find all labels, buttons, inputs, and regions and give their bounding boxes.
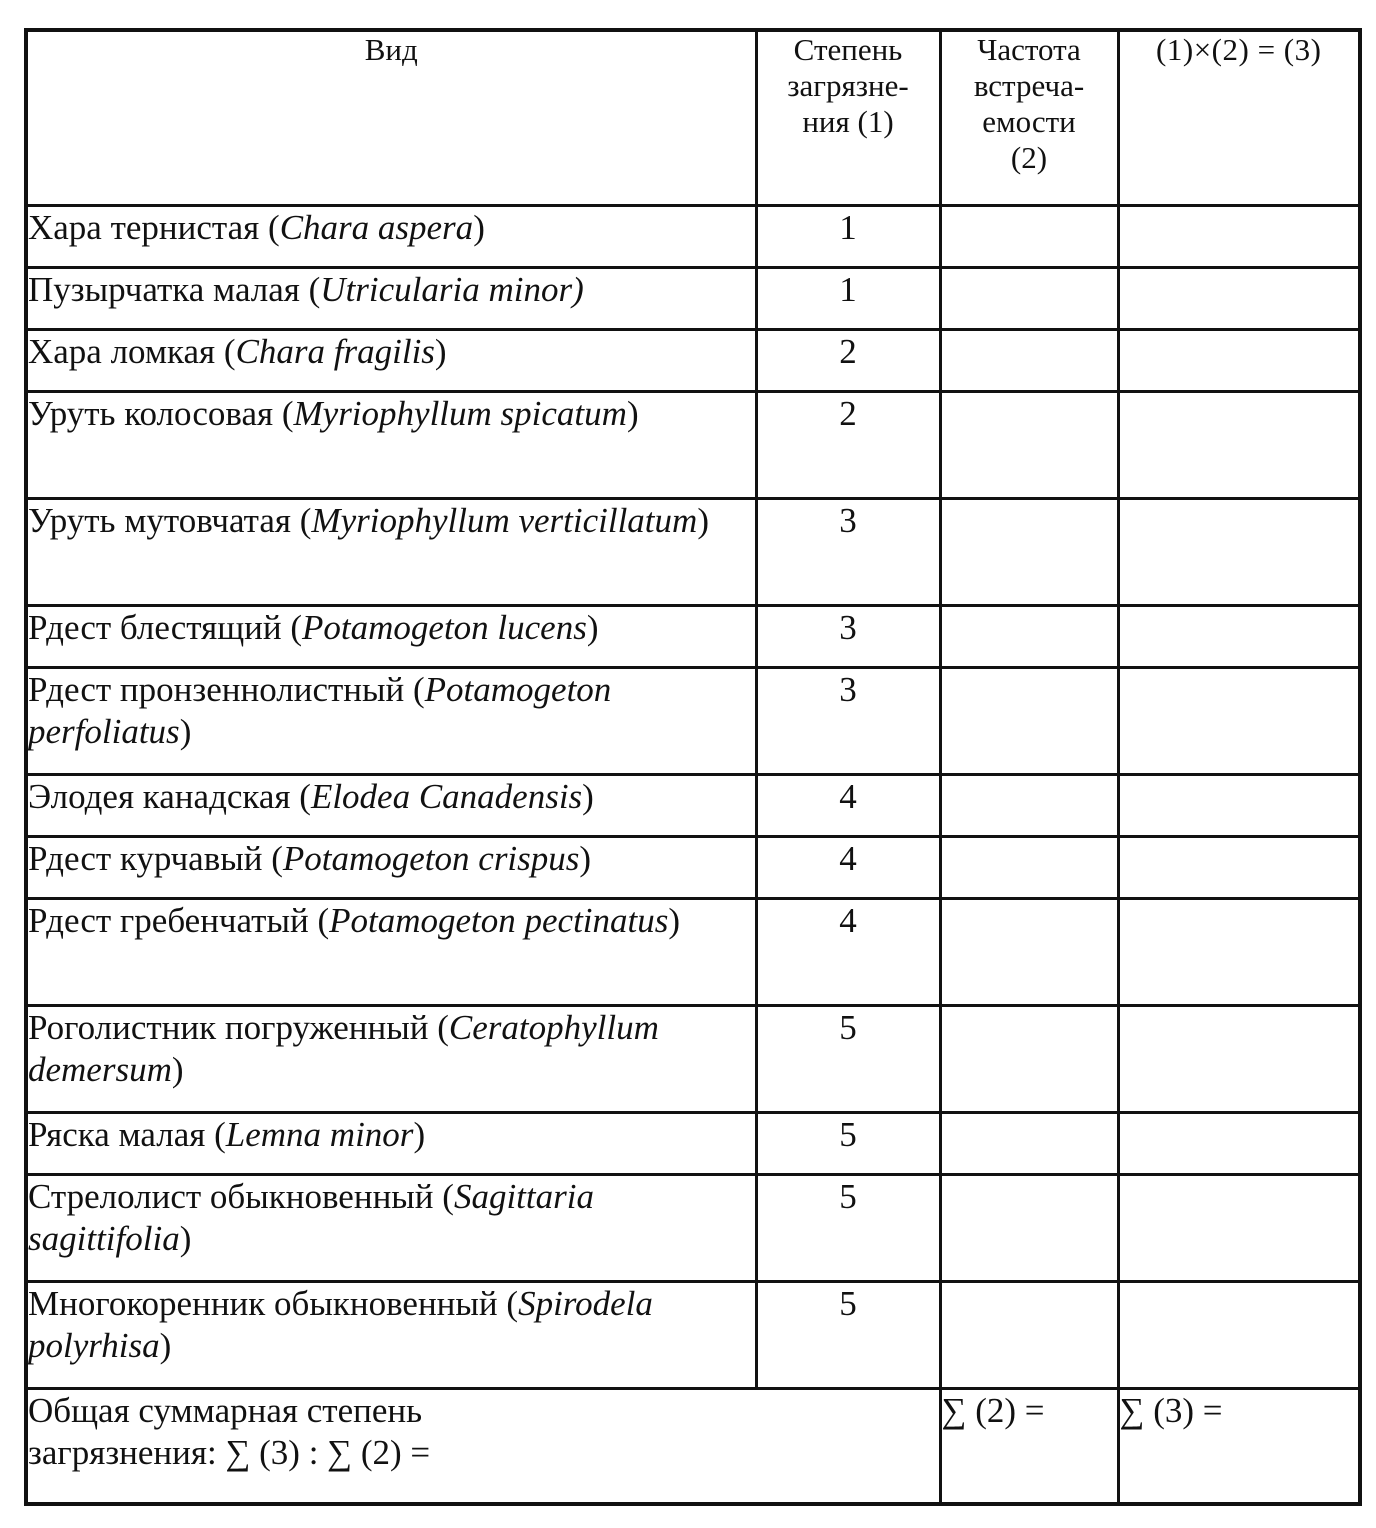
degree-cell: 5 — [756, 1113, 940, 1175]
species-cell — [26, 668, 756, 775]
degree-cell: 4 — [756, 837, 940, 899]
species-name-ru: Уруть мутовчатая ( — [28, 501, 312, 541]
table-row — [26, 668, 1360, 775]
header-row — [26, 30, 1360, 206]
pollution-table — [24, 28, 1362, 1506]
header-degree — [756, 30, 940, 206]
table-row — [26, 1175, 1360, 1282]
product-cell — [1118, 1282, 1360, 1389]
species-cell — [26, 1282, 756, 1389]
species-name-latin: Potamogeton lucens — [302, 608, 587, 648]
frequency-cell — [940, 1175, 1118, 1282]
frequency-cell — [940, 775, 1118, 837]
species-name-close: ) — [473, 208, 485, 247]
species-name-close: ) — [413, 1115, 426, 1155]
species-name-close: ) — [586, 608, 599, 648]
frequency-cell — [940, 268, 1118, 330]
species-name-latin: Chara fragilis — [235, 332, 435, 372]
species-name-ru: Пузырчатка малая ( — [28, 270, 321, 310]
species-name-ru: Стрелолист обыкновенный ( — [28, 1177, 454, 1217]
species-name-close: ) — [668, 901, 681, 941]
table-row — [26, 1282, 1360, 1389]
total-row — [26, 1388, 1360, 1504]
degree-cell: 4 — [756, 775, 940, 837]
species-cell — [26, 775, 756, 837]
species-name-close: ) — [697, 501, 709, 541]
header-frequency-line: встреча- — [973, 68, 1085, 103]
frequency-cell — [940, 330, 1118, 392]
header-frequency — [940, 30, 1118, 206]
species-name-ru: Рдест блестящий ( — [28, 608, 303, 648]
frequency-cell — [940, 1113, 1118, 1175]
species-name-ru: Элодея канадская ( — [28, 777, 311, 817]
degree-cell: 3 — [756, 606, 940, 668]
species-name-latin: Elodea Canadensis — [310, 777, 583, 817]
degree-cell: 3 — [756, 668, 940, 775]
species-cell — [26, 206, 756, 268]
species-name-close: ) — [171, 1050, 184, 1090]
species-name-ru: Рдест курчавый ( — [28, 839, 283, 879]
table-row — [26, 899, 1360, 1006]
species-cell — [26, 1006, 756, 1113]
degree-cell: 4 — [756, 899, 940, 1006]
table-row — [26, 1006, 1360, 1113]
species-cell — [26, 499, 756, 606]
sum-frequency-cell: ∑ (2) = — [940, 1388, 1118, 1504]
product-cell — [1118, 775, 1360, 837]
species-cell — [26, 606, 756, 668]
species-cell — [26, 392, 756, 499]
species-name-close: ) — [179, 712, 192, 752]
total-label-line1: Общая суммарная степень — [28, 1390, 423, 1430]
degree-cell: 2 — [756, 392, 940, 499]
table-row — [26, 606, 1360, 668]
header-frequency-line: Частота — [977, 32, 1081, 67]
species-cell — [26, 837, 756, 899]
product-cell — [1118, 392, 1360, 499]
frequency-cell — [940, 837, 1118, 899]
frequency-cell — [940, 668, 1118, 775]
frequency-cell — [940, 1282, 1118, 1389]
product-cell — [1118, 899, 1360, 1006]
product-cell — [1118, 499, 1360, 606]
table-row — [26, 268, 1360, 330]
species-name-close: ) — [434, 332, 447, 372]
species-name-latin: Chara aspera — [279, 208, 474, 247]
species-name-ru: Рдест гребенчатый ( — [28, 901, 330, 941]
species-name-close: ) — [179, 1219, 192, 1259]
species-name-latin: Utricularia minor) — [320, 270, 584, 310]
table-row — [26, 1113, 1360, 1175]
species-name-latin: Myriophyllum spicatum — [293, 394, 627, 434]
product-cell — [1118, 206, 1360, 268]
species-name-latin: Potamogeton crispus — [282, 839, 580, 879]
frequency-cell — [940, 206, 1118, 268]
product-cell — [1118, 1113, 1360, 1175]
species-name-close: ) — [626, 394, 639, 434]
table-row — [26, 837, 1360, 899]
species-name-latin: Lemna minor — [225, 1115, 414, 1155]
header-species: Вид — [26, 30, 756, 206]
species-name-ru: Ряска малая ( — [28, 1115, 226, 1155]
product-cell — [1118, 1175, 1360, 1282]
table-body — [26, 206, 1360, 1505]
frequency-cell — [940, 899, 1118, 1006]
total-label — [26, 1388, 940, 1504]
species-name-latin: Potamogeton perfoliatus — [28, 670, 612, 752]
species-name-ru: Хара тернистая ( — [28, 208, 280, 247]
degree-cell: 5 — [756, 1175, 940, 1282]
degree-cell: 1 — [756, 268, 940, 330]
species-cell — [26, 1113, 756, 1175]
degree-cell: 1 — [756, 206, 940, 268]
header-frequency-line: (2) — [1010, 140, 1048, 175]
product-cell — [1118, 1006, 1360, 1113]
frequency-cell — [940, 499, 1118, 606]
header-product: (1)×(2) = (3) — [1118, 30, 1360, 206]
species-name-latin: Spirodela polyrhisa — [28, 1284, 653, 1365]
pollution-table-sheet — [24, 28, 1358, 1506]
table-row — [26, 499, 1360, 606]
header-degree-line: ния (1) — [802, 104, 894, 139]
total-label-line2: загрязнения: ∑ (3) : ∑ (2) = — [28, 1432, 431, 1472]
species-cell — [26, 268, 756, 330]
header-frequency-line: емости — [982, 104, 1076, 139]
species-name-latin: Ceratophyllum demersum — [28, 1008, 659, 1090]
species-name-ru: Рдест пронзеннолистный ( — [28, 670, 425, 710]
frequency-cell — [940, 1006, 1118, 1113]
header-degree-line: Степень — [793, 32, 903, 67]
table-row — [26, 330, 1360, 392]
species-name-latin: Myriophyllum verticillatum — [311, 501, 698, 541]
degree-cell: 3 — [756, 499, 940, 606]
species-name-close: ) — [582, 777, 594, 817]
table-row — [26, 392, 1360, 499]
species-name-ru: Хара ломкая ( — [28, 332, 236, 372]
species-name-ru: Многокоренник обыкновенный ( — [28, 1284, 519, 1323]
product-cell — [1118, 837, 1360, 899]
species-cell — [26, 1175, 756, 1282]
frequency-cell — [940, 606, 1118, 668]
header-degree-line: загрязне- — [787, 68, 909, 103]
sum-product-cell: ∑ (3) = — [1118, 1388, 1360, 1504]
frequency-cell — [940, 392, 1118, 499]
table-row — [26, 206, 1360, 268]
product-cell — [1118, 606, 1360, 668]
species-cell — [26, 330, 756, 392]
species-cell — [26, 899, 756, 1006]
degree-cell: 5 — [756, 1006, 940, 1113]
species-name-latin: Sagittaria sagittifolia — [28, 1177, 594, 1259]
table-row — [26, 775, 1360, 837]
species-name-ru: Уруть колосовая ( — [28, 394, 294, 434]
species-name-latin: Potamogeton pectinatus — [329, 901, 669, 941]
species-name-close: ) — [579, 839, 592, 879]
product-cell — [1118, 268, 1360, 330]
species-name-close: ) — [159, 1326, 172, 1365]
product-cell — [1118, 330, 1360, 392]
species-name-ru: Роголистник погруженный ( — [28, 1008, 449, 1048]
degree-cell: 2 — [756, 330, 940, 392]
product-cell — [1118, 668, 1360, 775]
degree-cell: 5 — [756, 1282, 940, 1389]
